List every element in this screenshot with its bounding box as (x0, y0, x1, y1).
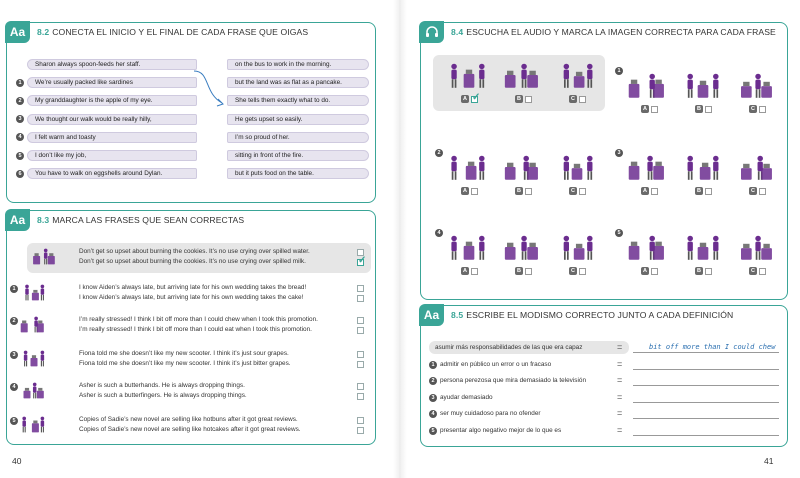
illustration-image (20, 413, 48, 440)
option-illustration (447, 151, 491, 188)
item-number: 1 (615, 67, 623, 75)
option-label: C (569, 267, 577, 275)
illustration-image (20, 379, 48, 406)
option-illustration (627, 231, 671, 268)
item-number: 4 (10, 383, 18, 391)
sentence-start-pill[interactable]: We thought our walk would be really hilly, (27, 114, 197, 125)
answer-checkbox[interactable] (357, 427, 364, 434)
item-number: 1 (16, 79, 24, 87)
exercise-badge: Aa (5, 209, 30, 231)
option-checkbox[interactable] (525, 96, 532, 103)
answer-checkbox[interactable] (357, 259, 364, 266)
option-illustration (681, 69, 725, 106)
answer-line[interactable] (633, 385, 779, 386)
handwritten-answer: bit off more than I could chew (649, 343, 776, 351)
item-number: 4 (429, 410, 437, 418)
item-number: 5 (615, 229, 623, 237)
exercise-badge: Aa (419, 304, 444, 326)
sentence-start-pill[interactable]: My granddaughter is the apple of my eye. (27, 95, 197, 106)
item-number: 5 (429, 427, 437, 435)
answer-checkbox[interactable] (357, 393, 364, 400)
option-illustration (627, 151, 671, 188)
option-label: B (695, 267, 703, 275)
illustration-image (31, 245, 59, 272)
item-number: 4 (435, 229, 443, 237)
exercise-8-2-panel (6, 22, 376, 203)
definition-text: persona perezosa que mira demasiado la televisión (440, 377, 587, 384)
option-illustration (447, 59, 491, 96)
sentence-option-a: Asher is such a butterhands. He is always dropping things. (79, 382, 245, 389)
item-number: 2 (16, 97, 24, 105)
option-checkbox[interactable] (525, 188, 532, 195)
item-number: 3 (16, 115, 24, 123)
sentence-start-pill[interactable]: You have to walk on eggshells around Dylan. (27, 168, 197, 179)
sentence-end-pill[interactable]: I’m so proud of her. (227, 132, 369, 143)
option-checkbox[interactable] (705, 188, 712, 195)
option-checkbox[interactable] (651, 188, 658, 195)
item-number: 5 (16, 152, 24, 160)
option-illustration (501, 151, 545, 188)
sentence-option-a: I know Aiden’s always late, but arriving late for his own wedding takes the bread! (79, 284, 307, 291)
answer-checkbox[interactable] (357, 295, 364, 302)
option-label: C (749, 105, 757, 113)
answer-line[interactable] (633, 402, 779, 403)
equals-sign: = (617, 424, 623, 435)
sentence-end-pill[interactable]: She tells them exactly what to do. (227, 95, 369, 106)
page-number: 41 (764, 456, 774, 466)
sentence-start-pill[interactable]: We’re usually packed like sardines (27, 77, 197, 88)
equals-sign: = (617, 358, 623, 369)
sentence-option-a: I’m really stressed! I think I bit off more than I could chew when I took this promotion. (79, 316, 318, 323)
sentence-start-pill[interactable]: Sharon always spoon-feeds her staff. (27, 59, 197, 70)
item-number: 4 (16, 133, 24, 141)
option-label: B (695, 105, 703, 113)
answer-line[interactable] (633, 369, 779, 370)
option-illustration (681, 231, 725, 268)
option-checkbox[interactable] (651, 106, 658, 113)
option-illustration (735, 69, 779, 106)
option-checkbox[interactable] (471, 268, 478, 275)
exercise-title: 8.3 MARCA LAS FRASES QUE SEAN CORRECTAS (37, 215, 245, 225)
option-illustration (555, 231, 599, 268)
sentence-end-pill[interactable]: on the bus to work in the morning. (227, 59, 369, 70)
exercise-title: 8.2 CONECTA EL INICIO Y EL FINAL DE CADA FRASE QUE OIGAS (37, 27, 309, 37)
sentence-end-pill[interactable]: but it puts food on the table. (227, 168, 369, 179)
answer-checkbox[interactable] (357, 327, 364, 334)
sentence-start-pill[interactable]: I felt warm and toasty (27, 132, 197, 143)
answer-checkbox[interactable] (357, 361, 364, 368)
item-number: 3 (10, 351, 18, 359)
sentence-option-b: I’m really stressed! I think I bit off more than I could eat when I took this promotion. (79, 326, 312, 333)
option-label: A (641, 187, 649, 195)
definition-text: asumir más responsabilidades de las que era capaz (435, 344, 583, 351)
sentence-start-pill[interactable]: I don’t like my job, (27, 150, 197, 161)
option-checkbox[interactable] (471, 96, 478, 103)
answer-checkbox[interactable] (357, 417, 364, 424)
option-label: A (641, 267, 649, 275)
option-label: A (641, 105, 649, 113)
exercise-8-4-panel (420, 22, 788, 300)
answer-checkbox[interactable] (357, 383, 364, 390)
option-label: C (569, 187, 577, 195)
item-number: 1 (429, 361, 437, 369)
option-illustration (735, 231, 779, 268)
sentence-end-pill[interactable]: but the land was as flat as a pancake. (227, 77, 369, 88)
option-checkbox[interactable] (651, 268, 658, 275)
item-number: 6 (16, 170, 24, 178)
option-checkbox[interactable] (705, 106, 712, 113)
sentence-option-b: Asher is such a butterfingers. He is always dropping things. (79, 392, 247, 399)
option-label: C (749, 187, 757, 195)
definition-text: presentar algo negativo mejor de lo que es (440, 426, 562, 434)
option-illustration (735, 151, 779, 188)
item-number: 1 (10, 285, 18, 293)
option-checkbox[interactable] (525, 268, 532, 275)
option-label: A (461, 267, 469, 275)
option-checkbox[interactable] (759, 188, 766, 195)
item-number: 3 (429, 394, 437, 402)
item-number: 3 (615, 149, 623, 157)
option-checkbox[interactable] (579, 188, 586, 195)
sentence-option-b: Don’t get so upset about burning the cookies. It’s no use crying over spilled milk. (79, 258, 306, 265)
equals-sign: = (617, 408, 623, 418)
illustration-image (20, 281, 48, 308)
option-checkbox[interactable] (705, 268, 712, 275)
option-checkbox[interactable] (759, 268, 766, 275)
illustration-image (20, 347, 48, 374)
equals-sign: = (617, 391, 623, 402)
item-number: 2 (429, 377, 437, 385)
page-number: 40 (12, 456, 22, 466)
answer-line[interactable] (633, 352, 779, 353)
option-checkbox[interactable] (759, 106, 766, 113)
item-number: 2 (435, 149, 443, 157)
definition-text: ser muy cuidadoso para no ofender (440, 410, 541, 417)
exercise-title: 8.4 ESCUCHA EL AUDIO Y MARCA LA IMAGEN CORRECTA PARA CADA FRASE (451, 27, 776, 37)
option-illustration (555, 59, 599, 96)
equals-sign: = (617, 375, 623, 385)
exercise-8-3-panel (6, 210, 376, 445)
answer-checkbox[interactable] (357, 317, 364, 324)
answer-line[interactable] (633, 418, 779, 419)
option-checkbox[interactable] (579, 96, 586, 103)
option-illustration (627, 69, 671, 106)
definition-text: admitir en público un error o un fracaso (440, 360, 552, 368)
option-label: B (515, 267, 523, 275)
option-label: C (569, 95, 577, 103)
sample-connector-arrow (192, 63, 227, 113)
option-checkbox[interactable] (579, 268, 586, 275)
option-illustration (447, 231, 491, 268)
sentence-option-a: Copies of Sadie’s new novel are selling like hotbuns after it got great reviews. (79, 416, 298, 423)
answer-checkbox[interactable] (357, 285, 364, 292)
sentence-end-pill[interactable]: He gets upset so easily. (227, 114, 369, 125)
sentence-end-pill[interactable]: sitting in front of the fire. (227, 150, 369, 161)
right-page (408, 0, 800, 478)
sentence-option-a: Don’t get so upset about burning the cookies. It’s no use crying over spilled water. (79, 248, 310, 255)
option-illustration (501, 59, 545, 96)
equals-sign: = (617, 342, 623, 352)
option-label: B (695, 187, 703, 195)
item-number: 2 (10, 317, 18, 325)
answer-checkbox[interactable] (357, 351, 364, 358)
exercise-8-5-panel (420, 305, 788, 447)
sentence-option-b: Copies of Sadie’s new novel are selling like hotcakes after it got great reviews. (79, 426, 301, 433)
option-label: B (515, 187, 523, 195)
option-label: B (515, 95, 523, 103)
sentence-option-b: Fiona told me she doesn’t like my new scooter. I think it’s just bitter grapes. (79, 360, 291, 367)
exercise-badge: Aa (5, 21, 30, 43)
option-checkbox[interactable] (471, 188, 478, 195)
option-label: A (461, 95, 469, 103)
option-illustration (681, 151, 725, 188)
headphones-icon (419, 21, 444, 43)
sentence-option-a: Fiona told me she doesn’t like my new scooter. I think it’s just sour grapes. (79, 350, 289, 357)
option-illustration (555, 151, 599, 188)
answer-line[interactable] (633, 435, 779, 436)
definition-text: ayudar demasiado (440, 393, 493, 401)
exercise-title: 8.5 ESCRIBE EL MODISMO CORRECTO JUNTO A CADA DEFINICIÓN (451, 310, 734, 320)
option-illustration (501, 231, 545, 268)
sentence-option-b: I know Aiden’s always late, but arriving late for his own wedding takes the cake! (79, 294, 304, 301)
item-number: 5 (10, 417, 18, 425)
illustration-image (20, 313, 48, 340)
left-page (0, 0, 392, 478)
option-label: A (461, 187, 469, 195)
page-gutter (393, 0, 407, 478)
option-label: C (749, 267, 757, 275)
